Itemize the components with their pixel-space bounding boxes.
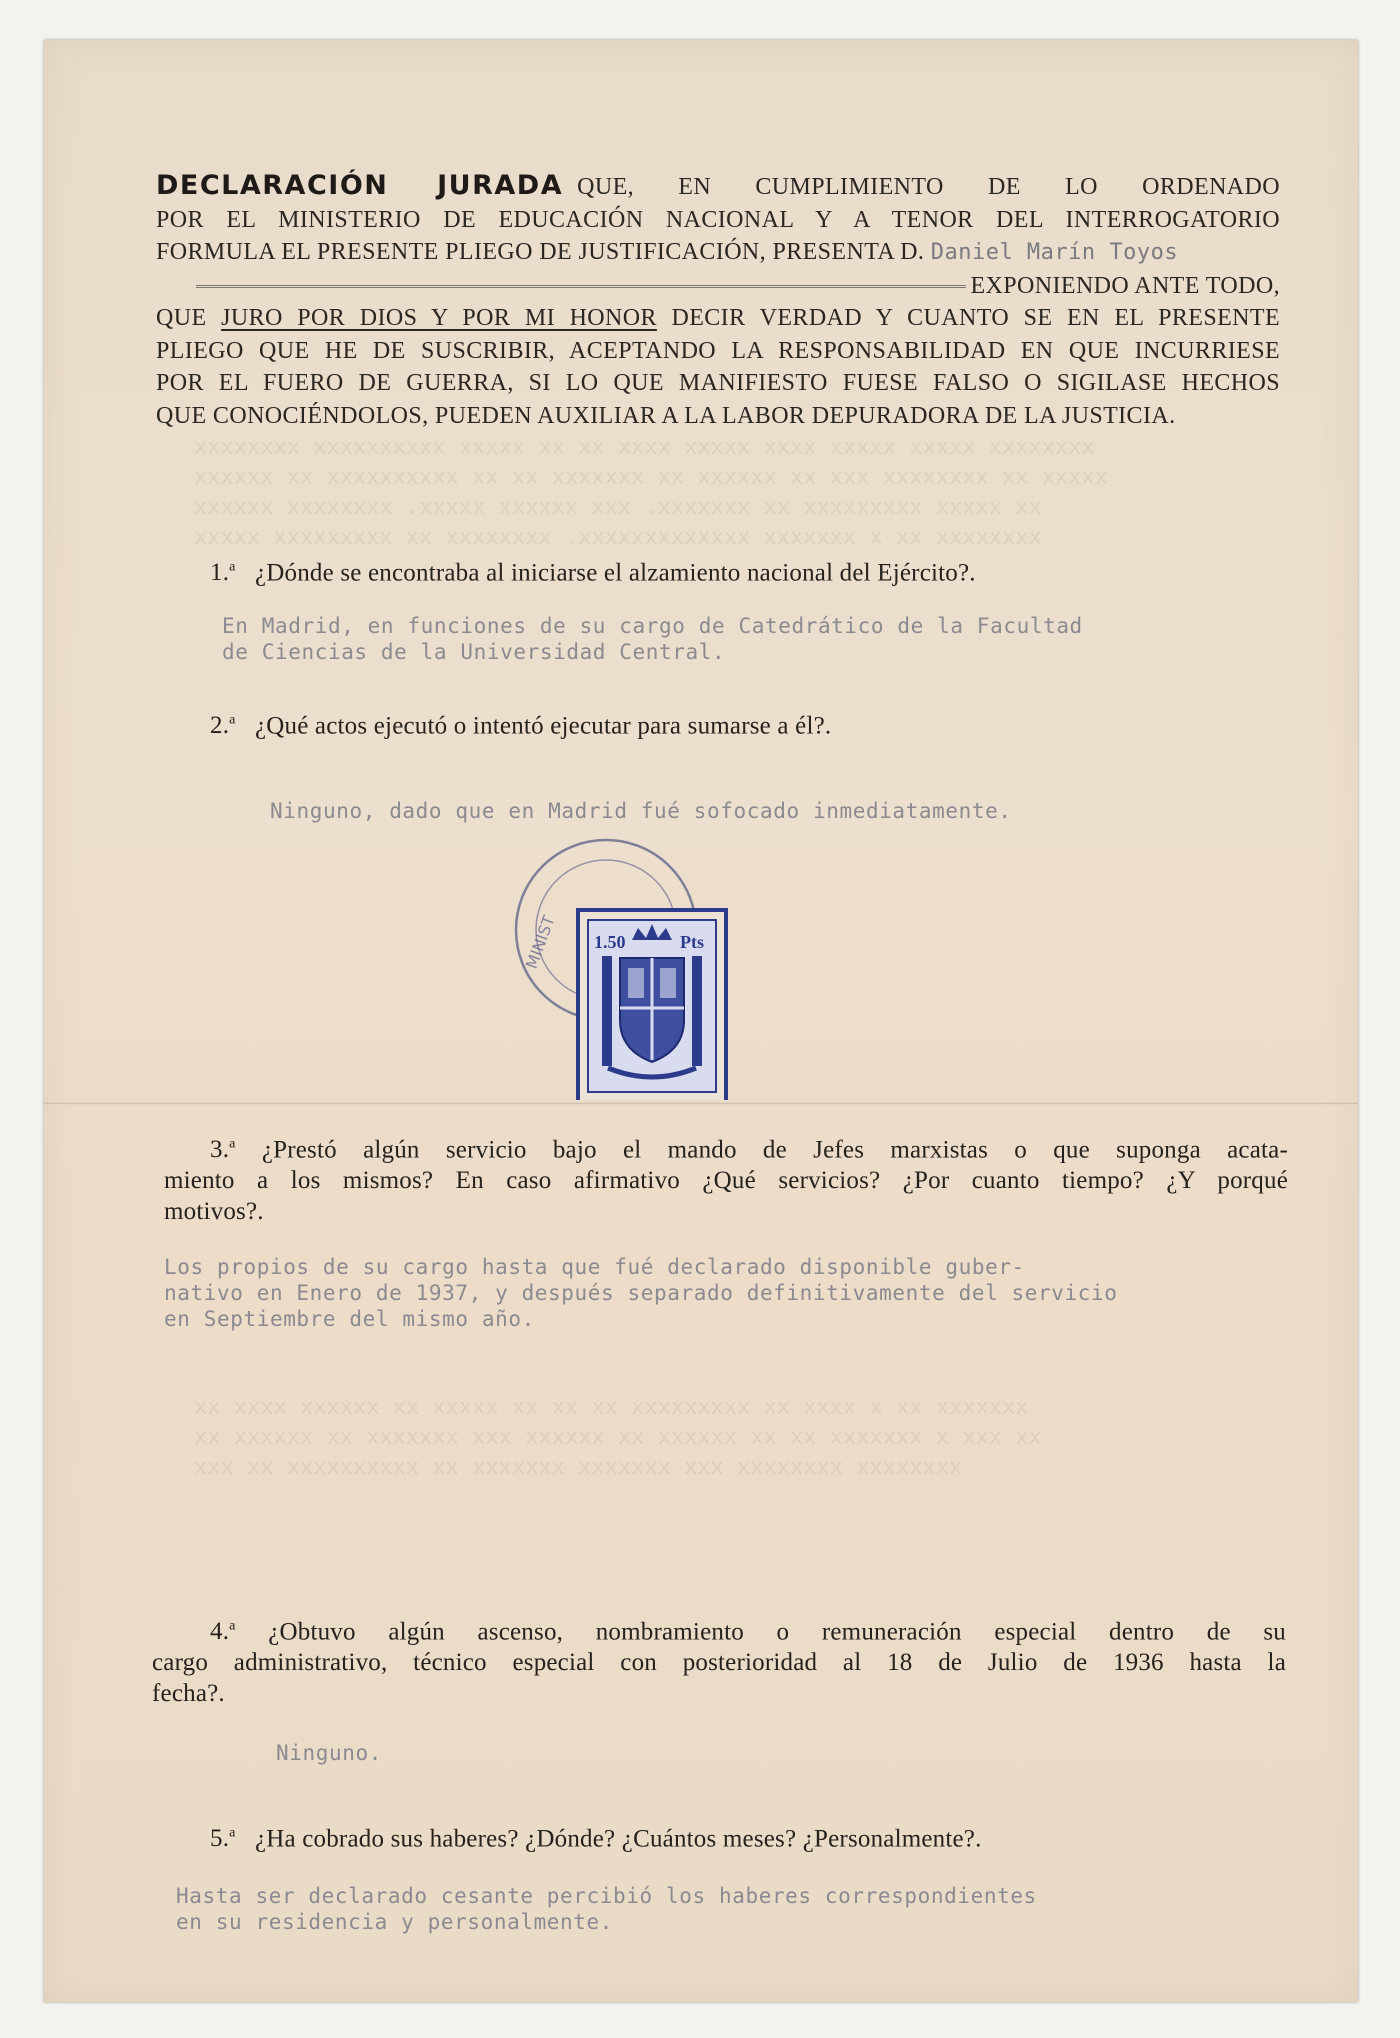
bleed-through: xx xxxxx xxxxxxxxx xx xxxxxxx. xxx xxxxxx xxxxx. xxxxxxxx xxxxxx — [194, 495, 1042, 520]
question-number: 1.$^a$ — [210, 559, 236, 587]
question-number: 5.$^a$ — [210, 1825, 236, 1853]
svg-text:Pts: Pts — [680, 932, 704, 952]
bleed-through: xxxxxxxx xx x xxxxxxx xxxxxxxxxxxxx. xxxxxxxx xx xxxxxxxxx xxxxx — [194, 525, 1042, 550]
answer-5: Hasta ser declarado cesante percibió los haberes correspondientes en su residencia y personalmente. — [176, 1884, 1037, 1934]
bleed-through: xxxxxxxx xxxxx xxxxx xxxx xxxxx xxxx xx xx xxxxx xxxxxxxxxx xxxxxxxx — [194, 435, 1095, 460]
question-text: ¿Obtuvo algún ascenso, nombramiento o remuneración especial dentro de su — [268, 1618, 1286, 1646]
question-text: ¿Qué actos ejecutó o intentó ejecutar para sumarse a él?. — [254, 712, 832, 740]
question-5 — [210, 1818, 982, 1854]
fill-line — [196, 285, 966, 288]
fold-line — [44, 1102, 1358, 1105]
header-line: QUE, EN CUMPLIMIENTO DE LO ORDENADO — [577, 174, 1280, 200]
seal-icon — [506, 830, 756, 1100]
question-text: ¿Ha cobrado sus haberes? ¿Dónde? ¿Cuántos meses? ¿Personalmente?. — [254, 1825, 982, 1853]
question-text: cargo administrativo, técnico especial con posterioridad al 18 de Julio de 1936 hasta la — [152, 1649, 1286, 1677]
answer-1: En Madrid, en funciones de su cargo de Catedrático de la Facultad de Ciencias de la Universidad Central. — [222, 614, 1083, 664]
oath-phrase: JURO POR DIOS Y POR MI HONOR — [221, 305, 657, 331]
answer-3: Los propios de su cargo hasta que fué declarado disponible guber- nativo en Enero de 1937, y después separado definitivamente del servicio en Septiembre del mismo año. — [164, 1255, 1118, 1331]
header-line: QUE CONOCIÉNDOLOS, PUEDEN AUXILIAR A LA LABOR DEPURADORA DE LA JUSTICIA. — [156, 402, 1176, 429]
fiscal-stamp-area — [506, 830, 756, 1100]
bleed-through: xx xxx x xxxxxxx xx xx xxxxxx xx xxxxxx xxx xxxxxxx xx xxxxxx xx — [194, 1425, 1042, 1450]
header-line: EXPONIENDO ANTE TODO, — [970, 272, 1280, 299]
question-text: motivos?. — [164, 1198, 264, 1226]
question-number: 4.$^a$ — [210, 1618, 236, 1646]
question-text: fecha?. — [152, 1680, 225, 1708]
question-number: 3.$^a$ — [210, 1136, 236, 1164]
document-sheet — [44, 40, 1358, 2002]
answer-2: Ninguno, dado que en Madrid fué sofocado inmediatamente. — [270, 799, 1012, 823]
header-line: POR EL MINISTERIO DE EDUCACIÓN NACIONAL Y A TENOR DEL INTERROGATORIO — [156, 206, 1280, 233]
bleed-through: xxxxx xx xxxxxxxx xxx xx xxxxxx xx xxxxxxx xx xx xxxxxxxxxx xx xxxxxx — [194, 465, 1108, 490]
bleed-through: xxxxxxx xx x xxxx xx xxxxxxxxx xx xx xx xxxxx xx xxxxxx xxxx xx — [194, 1395, 1029, 1420]
svg-text:MINIST: MINIST — [521, 913, 559, 972]
question-1 — [210, 552, 976, 588]
header-line: FORMULA EL PRESENTE PLIEGO DE JUSTIFICACIÓN, PRESENTA D. — [156, 239, 925, 265]
question-text: miento a los mismos? En caso afirmativo ¿Qué servicios? ¿Por cuanto tiempo? ¿Y porqué — [164, 1167, 1288, 1195]
answer-4: Ninguno. — [276, 1741, 382, 1765]
question-2 — [210, 705, 831, 741]
question-number: 2.$^a$ — [210, 712, 236, 740]
header-line: QUE — [156, 305, 207, 331]
header-line: DECIR VERDAD Y CUANTO SE EN EL PRESENTE — [671, 305, 1281, 331]
bleed-through: xxxxxxxx xxxxxxxx xxx xxxxxxx xxxxxxx xx xxxxxxxxxx xx xxx — [194, 1455, 963, 1480]
document-title: DECLARACIÓN JURADA — [156, 170, 564, 201]
header-line: PLIEGO QUE HE DE SUSCRIBIR, ACEPTANDO LA RESPONSABILIDAD EN QUE INCURRIESE — [156, 337, 1280, 364]
question-4 — [152, 1611, 1286, 1709]
question-3 — [164, 1129, 1288, 1227]
declaration-header — [156, 170, 1280, 432]
svg-text:1.50: 1.50 — [594, 932, 626, 952]
declarant-name: Daniel Marín Toyos — [930, 240, 1179, 265]
question-text: ¿Prestó algún servicio bajo el mando de Jefes marxistas o que suponga acata- — [261, 1136, 1288, 1164]
header-line: POR EL FUERO DE GUERRA, SI LO QUE MANIFIESTO FUESE FALSO O SIGILASE HECHOS — [156, 370, 1280, 396]
question-text: ¿Dónde se encontraba al iniciarse el alzamiento nacional del Ejército?. — [254, 559, 976, 587]
